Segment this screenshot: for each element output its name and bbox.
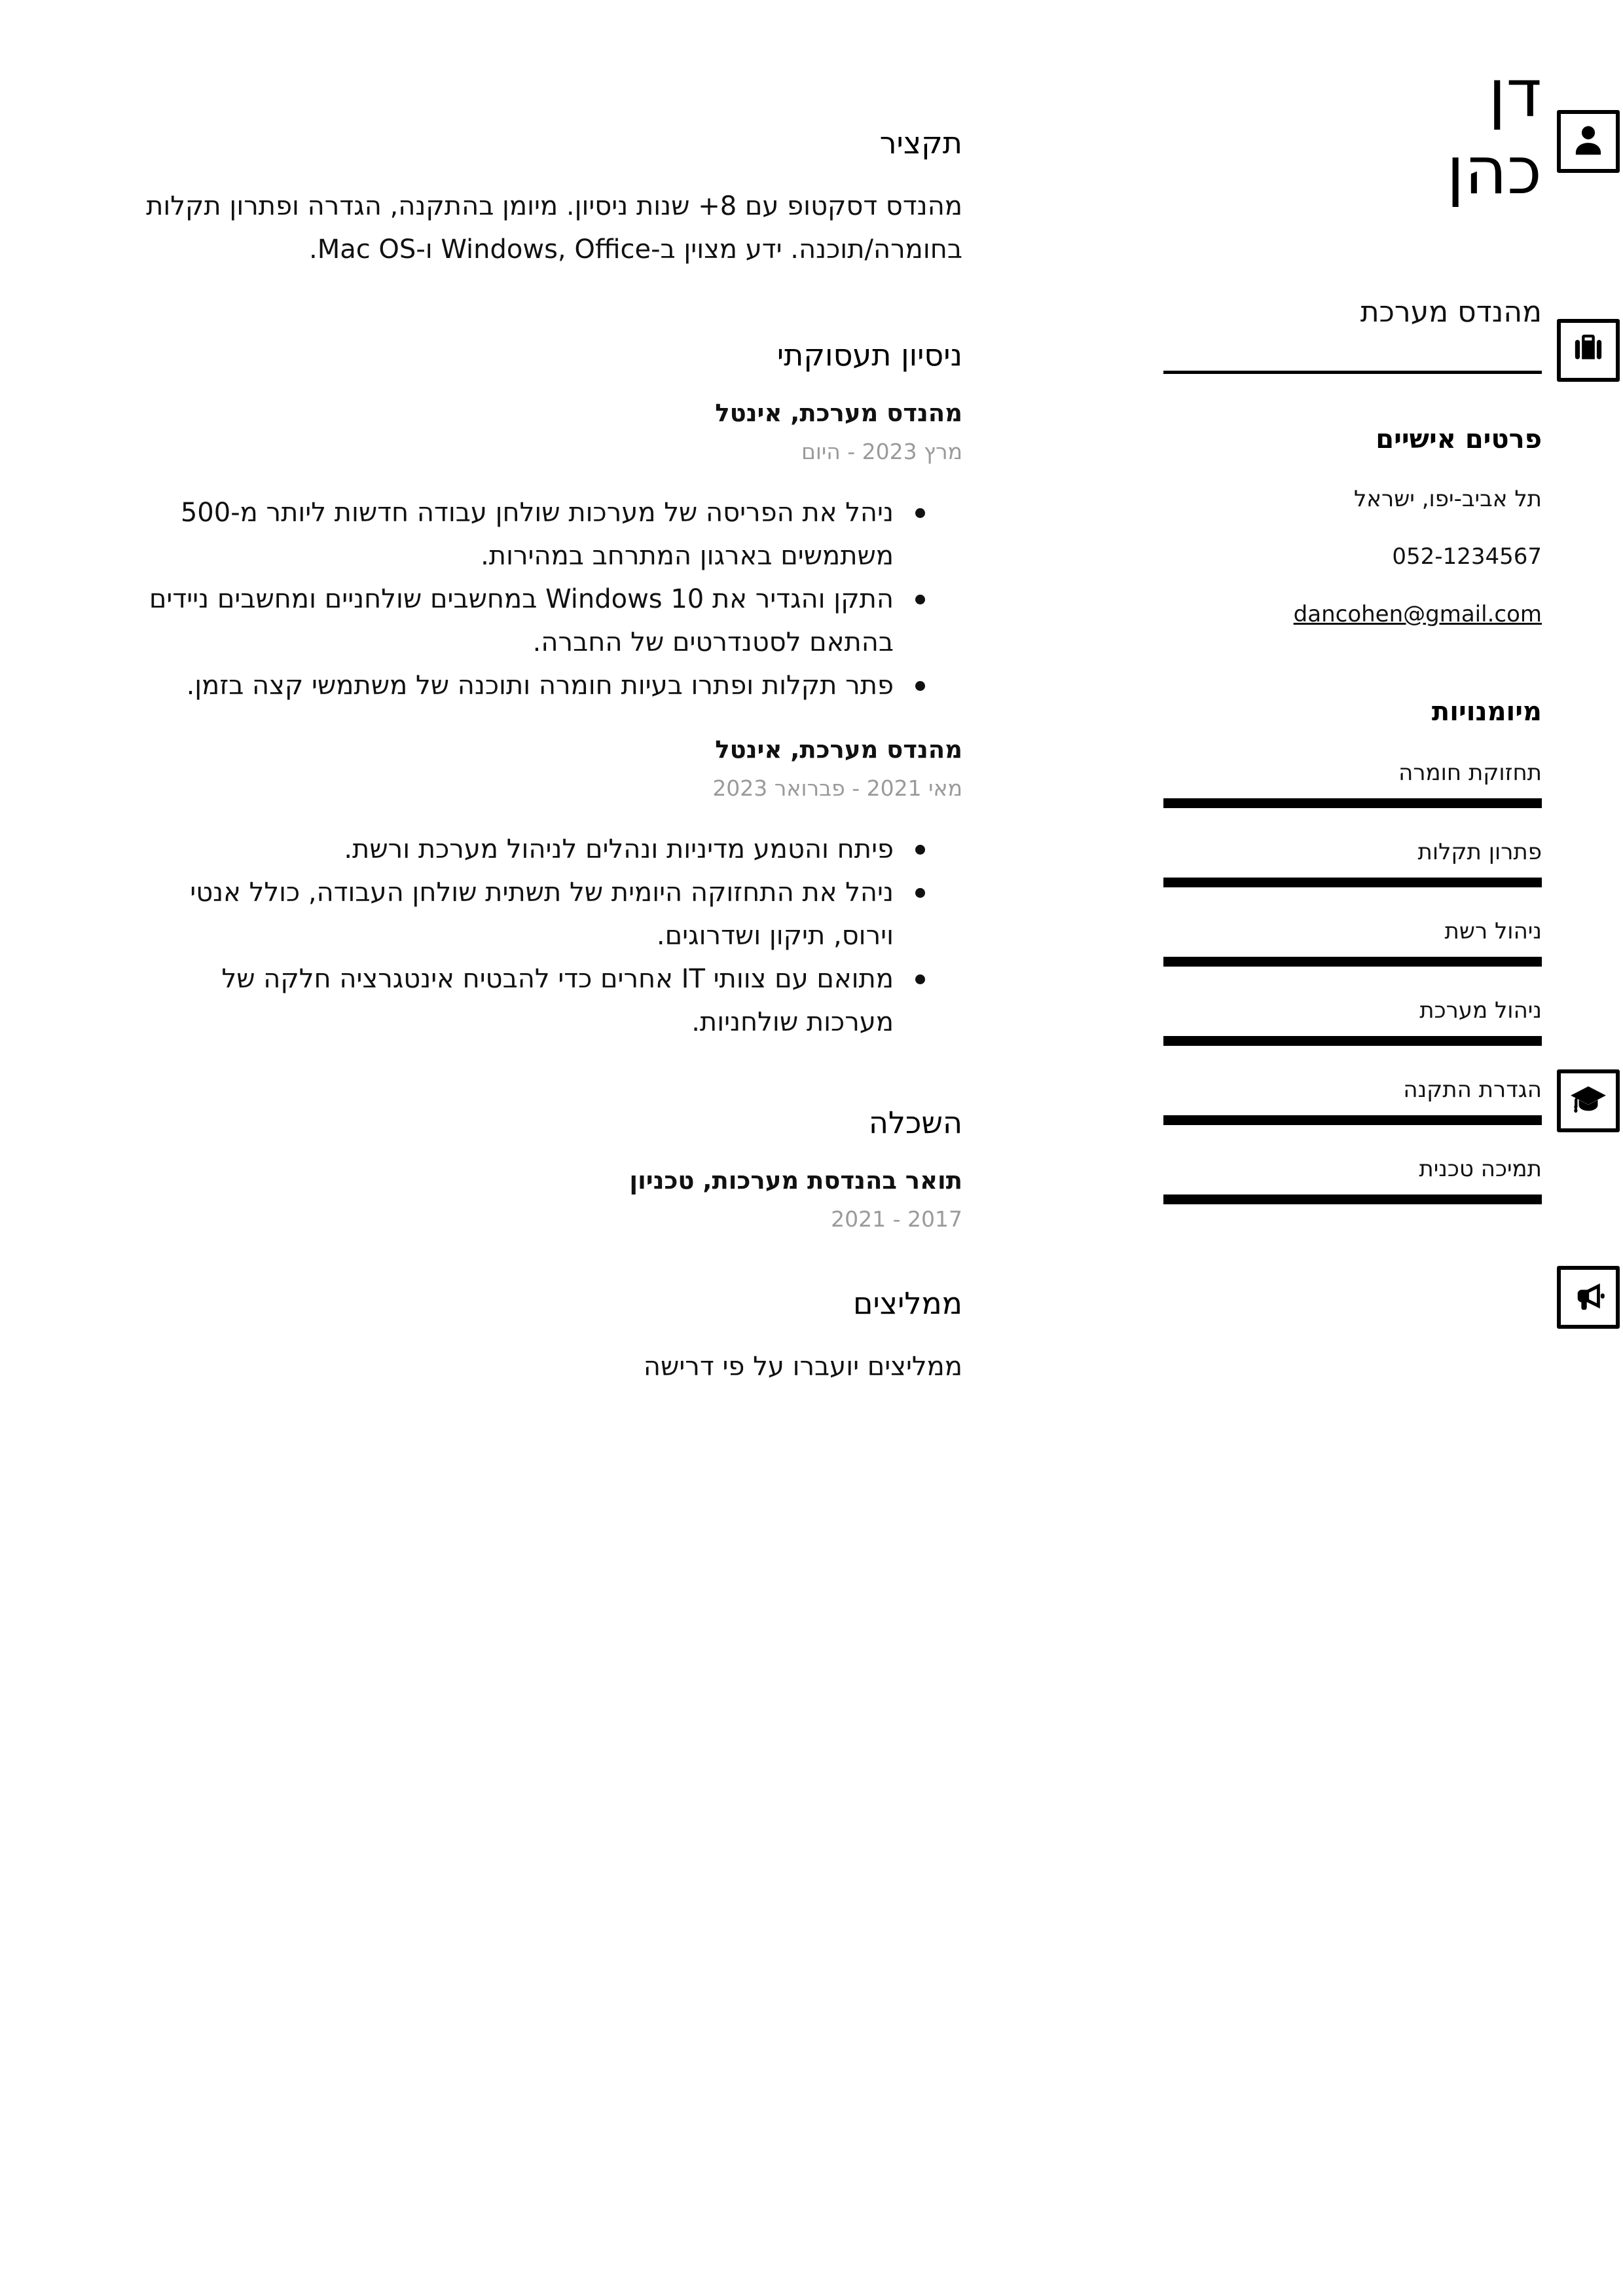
skill-level-bar	[1163, 1115, 1542, 1125]
skill-level-fill	[1163, 957, 1542, 967]
main-content	[141, 124, 962, 1388]
location-text: תל אביב-יפו, ישראל	[1353, 486, 1542, 512]
job-entry-title: מהנדס מערכת, אינטל	[715, 735, 962, 764]
job-entry-dates: מרץ 2023 - היום	[801, 439, 962, 464]
skill-level-bar	[1163, 798, 1542, 808]
degree-dates: 2017 - 2021	[831, 1206, 962, 1232]
skill-level-bar	[1163, 1036, 1542, 1046]
megaphone-icon	[1568, 1276, 1609, 1319]
references-section-marker	[1557, 1266, 1620, 1329]
job-entry-title: מהנדס מערכת, אינטל	[715, 399, 962, 427]
experience-section	[141, 337, 962, 1044]
skill-item	[1163, 916, 1542, 967]
job-entry	[141, 397, 962, 707]
summary-heading: תקציר	[879, 125, 962, 160]
email-line	[1163, 599, 1542, 629]
education-section-marker	[1557, 1069, 1620, 1132]
summary-section-marker	[1557, 110, 1620, 173]
skill-item	[1163, 995, 1542, 1046]
job-title: מהנדס מערכת	[1360, 295, 1542, 329]
skill-label: ניהול רשת	[1444, 918, 1542, 944]
skill-label: תחזוקת חומרה	[1398, 760, 1542, 786]
email-link[interactable]: dancohen@gmail.com	[1293, 601, 1542, 627]
bullet-item: פיתח והטמע מדיניות ונהלים לניהול מערכת ורשת.	[141, 828, 894, 871]
first-name: דן	[1488, 55, 1542, 132]
summary-text: מהנדס דסקטופ עם 8+ שנות ניסיון. מיומן בהתקנה, הגדרה ופתרון תקלות בחומרה/תוכנה. ידע מצוין ב-Windows, Office ו-Mac OS.	[146, 191, 962, 265]
bullet-item: התקן והגדיר את Windows 10 במחשבים שולחניים ומחשבים ניידים בהתאם לסטנדרטים של החברה.	[141, 578, 894, 664]
skill-item	[1163, 1154, 1542, 1204]
skill-level-fill	[1163, 798, 1542, 808]
phone-text: 052-1234567	[1392, 544, 1542, 570]
skill-level-bar	[1163, 957, 1542, 967]
education-heading: השכלה	[868, 1105, 962, 1140]
skills-heading: מיומנויות	[1431, 697, 1542, 727]
skill-level-bar	[1163, 1194, 1542, 1204]
skill-item	[1163, 837, 1542, 887]
skill-level-fill	[1163, 1194, 1542, 1204]
briefcase-icon	[1568, 329, 1609, 372]
references-text: ממליצים יועברו על פי דרישה	[643, 1352, 962, 1382]
last-name: כהן	[1446, 132, 1542, 209]
candidate-name	[1163, 55, 1542, 210]
job-bullet-list	[141, 828, 962, 1044]
skill-label: פתרון תקלות	[1417, 839, 1542, 865]
header-divider	[1163, 371, 1542, 374]
sidebar	[1163, 55, 1542, 1204]
jobs-list	[141, 397, 962, 1044]
personal-details-heading: פרטים אישיים	[1376, 424, 1542, 454]
skill-label: הגדרת התקנה	[1403, 1077, 1542, 1103]
skill-level-fill	[1163, 878, 1542, 887]
bullet-item: ניהל את התחזוקה היומית של תשתית שולחן העבודה, כולל אנטי וירוס, תיקון ושדרוגים.	[141, 871, 894, 957]
summary-section	[141, 124, 962, 271]
references-heading: ממליצים	[852, 1286, 962, 1321]
experience-heading: ניסיון תעסוקתי	[776, 337, 962, 373]
skill-label: תמיכה טכנית	[1419, 1156, 1542, 1182]
skill-item	[1163, 758, 1542, 808]
skill-item	[1163, 1075, 1542, 1125]
references-section	[141, 1285, 962, 1388]
person-icon	[1568, 120, 1609, 163]
skill-level-bar	[1163, 878, 1542, 887]
bullet-item: מתואם עם צוותי IT אחרים כדי להבטיח אינטגרציה חלקה של מערכות שולחניות.	[141, 957, 894, 1044]
job-entry	[141, 733, 962, 1044]
job-bullet-list	[141, 491, 962, 707]
job-entry-dates: מאי 2021 - פברואר 2023	[712, 775, 962, 801]
skill-level-fill	[1163, 1115, 1542, 1125]
skills-list	[1163, 758, 1542, 1204]
graduation-cap-icon	[1568, 1079, 1609, 1122]
education-section	[141, 1104, 962, 1234]
experience-section-marker	[1557, 319, 1620, 382]
skill-level-fill	[1163, 1036, 1542, 1046]
bullet-item: פתר תקלות ופתרו בעיות חומרה ותוכנה של משתמשי קצה בזמן.	[141, 664, 894, 707]
degree-title: תואר בהנדסת מערכות, טכניון	[629, 1166, 962, 1194]
skill-label: ניהול מערכת	[1419, 997, 1542, 1024]
bullet-item: ניהל את הפריסה של מערכות שולחן עבודה חדשות ליותר מ-500 משתמשים בארגון המתרחב במהירות.	[141, 491, 894, 578]
